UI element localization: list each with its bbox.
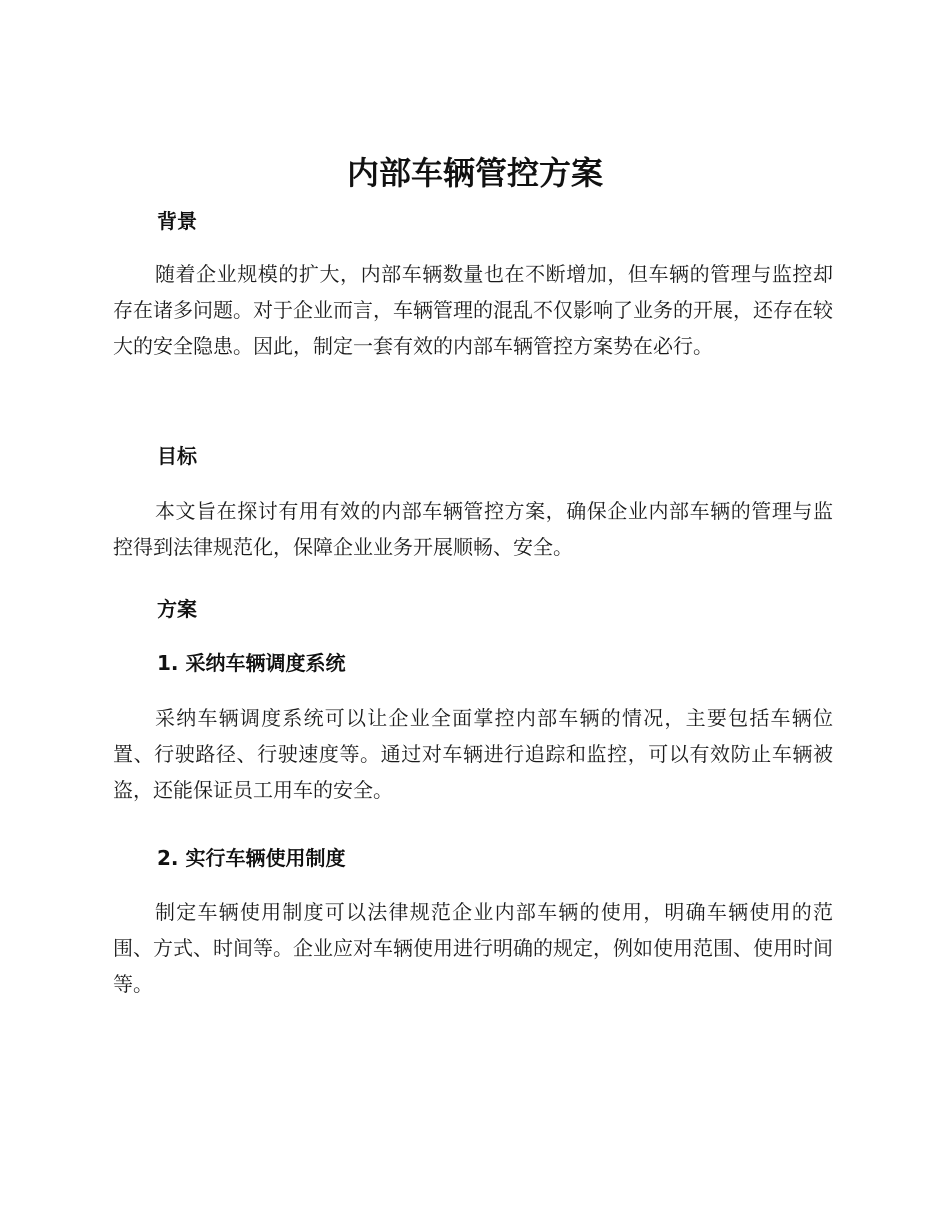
section-heading-background: 背景 bbox=[157, 209, 197, 233]
plan-item-paragraph-2: 制定车辆使用制度可以法律规范企业内部车辆的使用，明确车辆使用的范围、方式、时间等。企业应对车辆使用进行明确的规定，例如使用范围、使用时间等。 bbox=[113, 900, 833, 996]
plan-item-paragraph-1: 采纳车辆调度系统可以让企业全面掌控内部车辆的情况，主要包括车辆位置、行驶路径、行驶速度等。通过对车辆进行追踪和监控，可以有效防止车辆被盗，还能保证员工用车的安全。 bbox=[113, 706, 833, 802]
plan-item-heading-1: 1. 采纳车辆调度系统 bbox=[157, 651, 346, 675]
section-heading-plan: 方案 bbox=[157, 597, 197, 621]
section-paragraph-background: 随着企业规模的扩大，内部车辆数量也在不断增加，但车辆的管理与监控却存在诸多问题。对于企业而言，车辆管理的混乱不仅影响了业务的开展，还存在较大的安全隐患。因此，制定一套有效的内部车辆管控方案势在必行。 bbox=[113, 262, 833, 358]
section-paragraph-goal: 本文旨在探讨有用有效的内部车辆管控方案，确保企业内部车辆的管理与监控得到法律规范化，保障企业业务开展顺畅、安全。 bbox=[113, 499, 833, 559]
plan-item-heading-2: 2. 实行车辆使用制度 bbox=[157, 846, 346, 870]
section-heading-goal: 目标 bbox=[157, 444, 197, 468]
document-title: 内部车辆管控方案 bbox=[346, 154, 603, 192]
